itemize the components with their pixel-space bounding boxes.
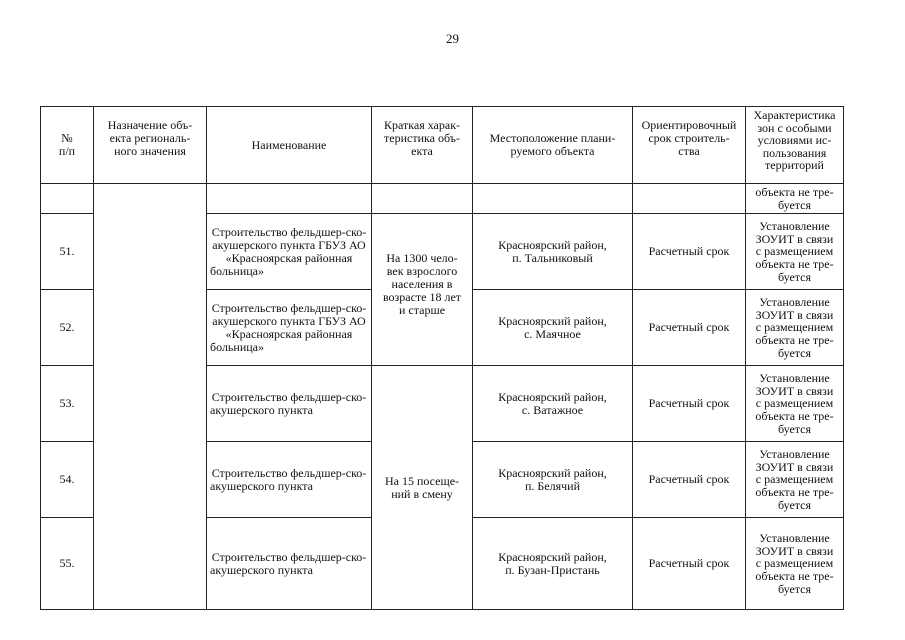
row-term: Расчетный срок [633,214,746,290]
row-zone [746,214,844,290]
row-name: Строительство фельдшер-ско-акушерского пункта ГБУЗ АО «Красноярская районная больница» [207,214,372,290]
row-location [473,442,633,518]
row-zone [746,518,844,610]
row-location-text: Красноярский район, п. Тальниковый [498,237,607,265]
continuation-zone-text: объекта не тре- буется [755,185,834,212]
row-zone [746,366,844,442]
row-zone-text: Установление ЗОУИТ в связи с размещением объекта не тре- буется [755,219,834,284]
continuation-row [41,184,844,214]
continuation-term [633,184,746,214]
purpose-merged-cell [94,184,207,610]
header-location-text: Местоположение плани- руемого объекта [489,131,616,158]
header-purpose-text: Назначение объ- екта региональ- ного значения [107,118,193,158]
header-zones [746,107,844,184]
header-characteristic [372,107,473,184]
continuation-num [41,184,94,214]
header-term [633,107,746,184]
row-location-text: Красноярский район, с. Ватажное [498,389,607,417]
row-location [473,518,633,610]
row-zone-text: Установление ЗОУИТ в связи с размещением объекта не тре- буется [755,447,834,512]
row-location [473,366,633,442]
row-name: Строительство фельдшер-ско-акушерского пункта ГБУЗ АО «Красноярская районная больница» [207,290,372,366]
row-num: 55. [41,518,94,610]
header-num-text: № п/п [58,131,76,158]
header-name [207,107,372,184]
header-term-text: Ориентировочный срок строитель- ства [641,118,737,158]
row-num: 52. [41,290,94,366]
shared-characteristic-2 [372,366,473,610]
shared-characteristic-1-text: На 1300 чело- век взрослого населения в возрасте 18 лет и старше [382,251,462,318]
continuation-name [207,184,372,214]
row-location [473,214,633,290]
row-location-text: Красноярский район, п. Белячий [498,465,607,493]
row-num: 51. [41,214,94,290]
row-zone-text: Установление ЗОУИТ в связи с размещением объекта не тре- буется [755,295,834,360]
row-num: 54. [41,442,94,518]
header-purpose [94,107,207,184]
row-zone [746,442,844,518]
header-location [473,107,633,184]
row-location-text: Красноярский район, п. Бузан-Пристань [498,549,607,577]
header-name-text: Наименование [251,137,327,152]
planned-objects-table [40,106,844,610]
row-location-text: Красноярский район, с. Маячное [498,313,607,341]
row-location [473,290,633,366]
header-num [41,107,94,184]
continuation-characteristic [372,184,473,214]
row-term: Расчетный срок [633,442,746,518]
header-zones-text: Характеристика зон с особыми условиями ис- пользования территорий [753,108,836,173]
continuation-location [473,184,633,214]
header-characteristic-text: Краткая харак- теристика объ- екта [383,118,461,158]
row-num: 53. [41,366,94,442]
shared-characteristic-1 [372,214,473,366]
shared-characteristic-2-text: На 15 посеще- ний в смену [384,473,460,501]
row-name: Строительство фельдшер-ско-акушерского пункта [207,518,372,610]
row-zone-text: Установление ЗОУИТ в связи с размещением объекта не тре- буется [755,371,834,436]
row-zone-text: Установление ЗОУИТ в связи с размещением объекта не тре- буется [755,531,834,596]
page-number: 29 [446,31,459,46]
row-zone [746,290,844,366]
continuation-zone [746,184,844,214]
header-row [41,107,844,184]
row-name: Строительство фельдшер-ско-акушерского пункта [207,442,372,518]
row-name: Строительство фельдшер-ско-акушерского пункта [207,366,372,442]
row-term: Расчетный срок [633,366,746,442]
row-term: Расчетный срок [633,518,746,610]
row-term: Расчетный срок [633,290,746,366]
